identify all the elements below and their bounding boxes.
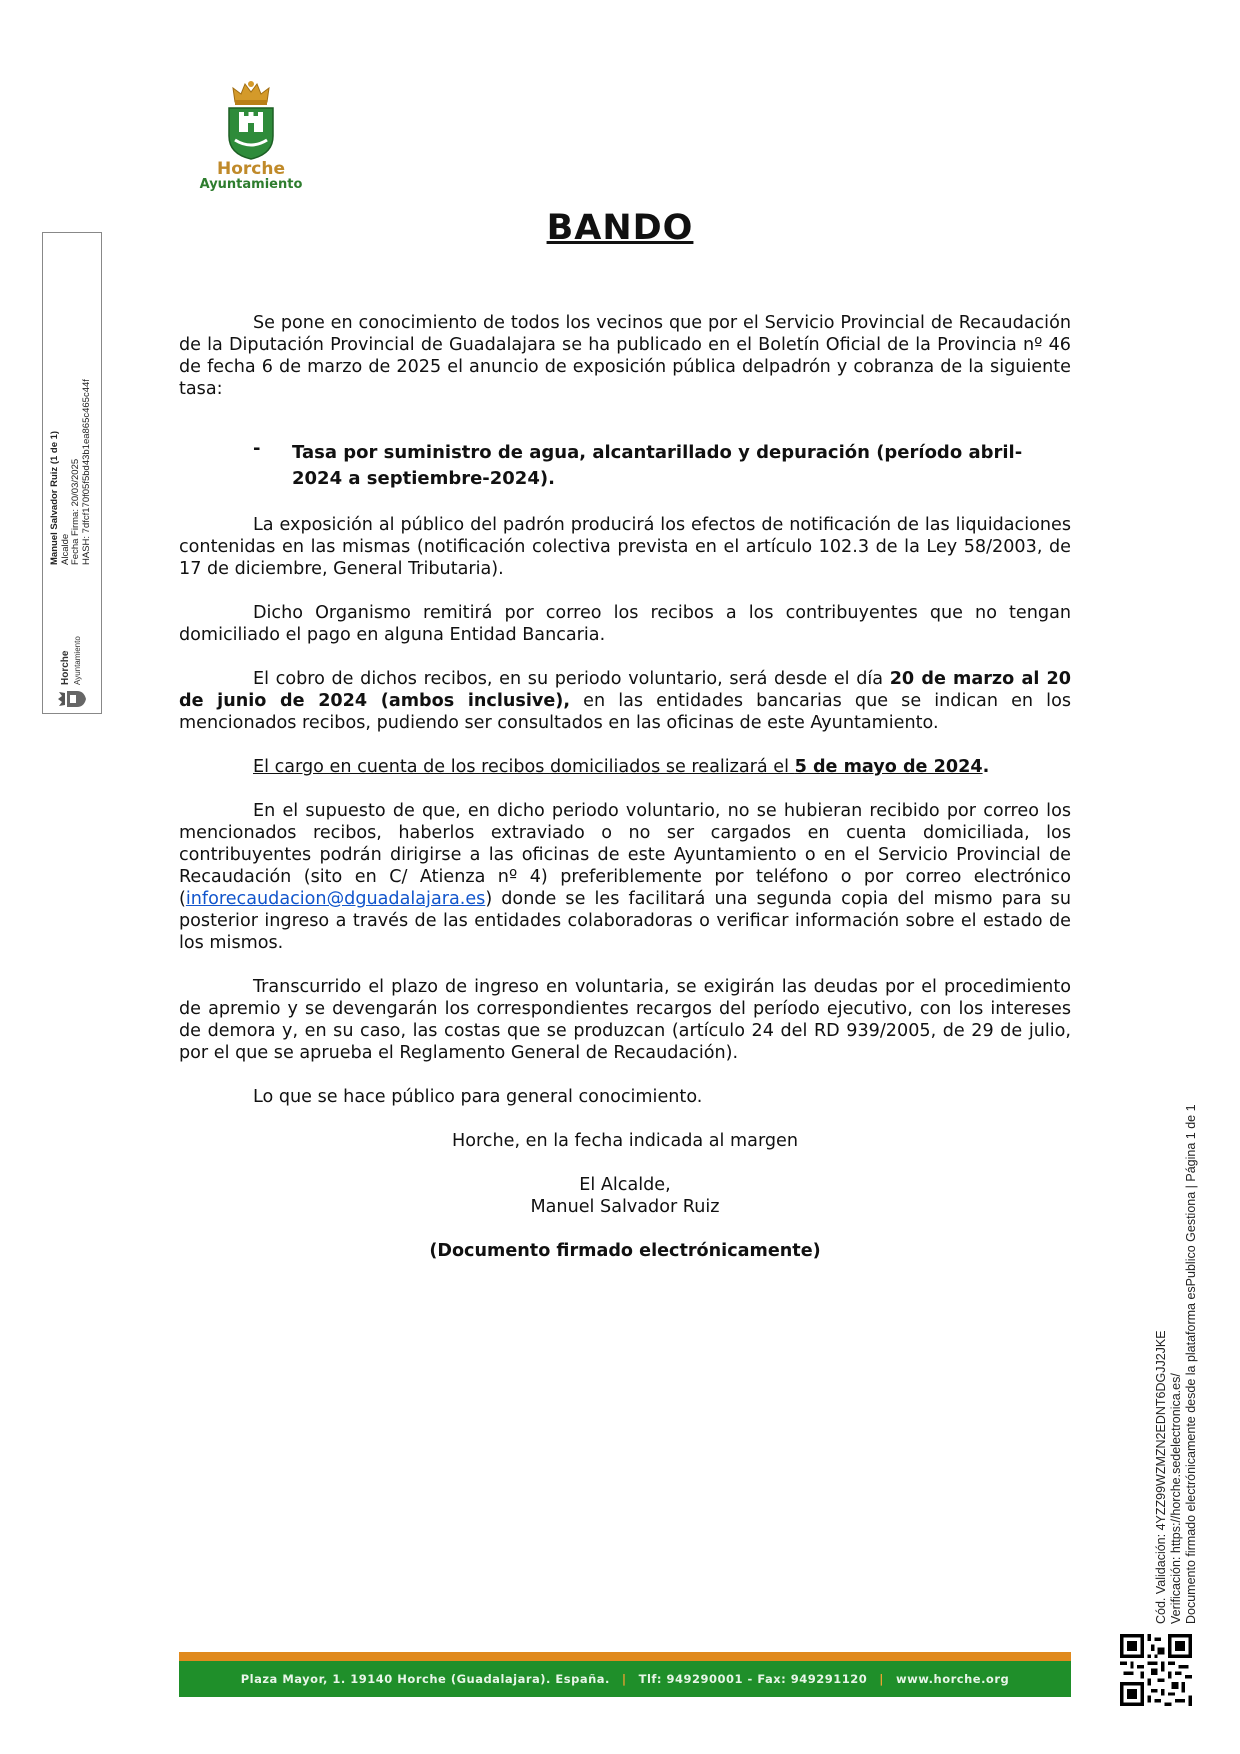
logo-subtitle: Ayuntamiento: [199, 177, 303, 192]
document-body: [179, 312, 1071, 1262]
supuesto-text-pre: En el supuesto de que, en dicho periodo voluntario, no se hubieran recibido por correo los mencionados recibos, haberlos extraviado o no ser cargados en cuenta domiciliada, los contribuyentes podrán dirigirse a las oficinas de este Ayuntamiento o en el Servicio Provincial de Recaudación (sito en C/ Atienza nº 4) preferiblemente por teléfono o por correo electrónico (: [179, 801, 1071, 909]
place-line: Horche, en la fecha indicada al margen: [451, 1131, 799, 1151]
signature-date: Fecha Firma: 20/03/2025: [70, 458, 81, 565]
organismo-paragraph: Dicho Organismo remitirá por correo los recibos a los contribuyentes que no tengan domiciliado el pago en alguna Entidad Bancaria.: [179, 603, 1071, 645]
electronic-signature-note: (Documento firmado electrónicamente): [429, 1241, 821, 1261]
footer-accent-bar: [179, 1652, 1071, 1661]
small-coat-of-arms-icon: [57, 689, 87, 709]
footer-phone: Tlf: 949290001 - Fax: 949291120: [638, 1672, 868, 1686]
signer-name: Manuel Salvador Ruiz (1 de 1): [49, 430, 60, 565]
tax-bullet: [179, 440, 1071, 492]
logo-name: Horche: [217, 159, 285, 179]
page-title: BANDO: [546, 208, 694, 248]
footer-separator: |: [879, 1672, 884, 1686]
horche-logo: [196, 78, 306, 192]
transcurrido-paragraph: Transcurrido el plazo de ingreso en voluntaria, se exigirán las deudas por el procedimiento de apremio y se devengarán los correspondientes recargos del período ejecutivo, con los intereses de demora y, en su caso, las costas que se produzcan (artículo 24 del RD 939/2005, de 29 de julio, por el que se aprueba el Reglamento General de Recaudación).: [179, 977, 1071, 1063]
cargo-text-post: .: [982, 757, 990, 777]
signature-hash: HASH: 7dfcf170f05f5bd43b1ea865c465c44f: [80, 379, 92, 565]
signer-role: Alcalde: [59, 533, 71, 565]
bullet-dash: -: [253, 438, 261, 459]
exposicion-paragraph: La exposición al público del padrón producirá los efectos de notificación de las liquidaciones contenidas en las mismas (notificación colectiva prevista en el artículo 102.3 de la Ley 58/2003, de 17 de diciembre, General Tributaria).: [179, 515, 1071, 579]
validation-code: Cód. Validación: 4YZZ99WZMZN2EDNT6DGJJ2JKE: [1154, 1330, 1168, 1624]
validation-note: Documento firmado electrónicamente desde la plataforma esPublico Gestiona | Página 1 de 1: [1184, 1104, 1198, 1624]
signature-strip: [42, 232, 102, 714]
validation-strip: [1154, 1104, 1214, 1624]
supuesto-text-post: ) donde se les facilitará una segunda copia del mismo para su posterior ingreso a través de las entidades colaboradoras o verificar información sobre el estado de los mismos.: [179, 889, 1071, 953]
footer-bar: [179, 1661, 1071, 1697]
footer-address: Plaza Mayor, 1. 19140 Horche (Guadalajara). España.: [240, 1672, 610, 1686]
email-link[interactable]: inforecaudacion@dguadalajara.es: [185, 889, 486, 909]
bullet-line-1: Tasa por suministro de agua, alcantarillado y depuración (período abril-: [292, 442, 1023, 463]
footer-separator: |: [621, 1672, 627, 1686]
signature-logo-subtitle: Ayuntamiento: [73, 636, 82, 685]
publico-paragraph: Lo que se hace público para general conocimiento.: [253, 1087, 703, 1107]
cobro-text-pre: El cobro de dichos recibos, en su periodo voluntario, será desde el día: [253, 669, 890, 689]
cobro-paragraph: [179, 668, 1071, 734]
cargo-paragraph: [179, 756, 1071, 778]
validation-url[interactable]: Verificación: https://horche.sedelectronica.es/: [1169, 1373, 1183, 1624]
signer-title: El Alcalde,: [579, 1175, 671, 1195]
cobro-text-post: en las entidades bancarias que se indican en los mencionados recibos, pudiendo ser consultados en las oficinas de este Ayuntamiento.: [179, 691, 1071, 733]
signature-logo: [51, 636, 95, 709]
qr-code-icon: [1120, 1634, 1192, 1706]
supuesto-paragraph: [179, 800, 1071, 954]
coat-of-arms-icon: [223, 78, 279, 160]
cobro-dates: 20 de marzo al 20 de junio de 2024 (ambos inclusive),: [179, 669, 1072, 711]
cargo-date: 5 de mayo de 2024: [794, 757, 983, 777]
footer-website[interactable]: www.horche.org: [896, 1672, 1010, 1686]
bullet-line-2: 2024 a septiembre-2024).: [292, 468, 555, 489]
signature-logo-name: Horche: [60, 650, 71, 685]
cargo-text-pre: El cargo en cuenta de los recibos domiciliados se realizará el: [253, 757, 795, 777]
signer-full-name: Manuel Salvador Ruiz: [530, 1197, 720, 1217]
intro-paragraph: Se pone en conocimiento de todos los vecinos que por el Servicio Provincial de Recaudación de la Diputación Provincial de Guadalajara se ha publicado en el Boletín Oficial de la Provincia nº 46 de fecha 6 de marzo de 2025 el anuncio de exposición pública delpadrón y cobranza de la siguiente tasa:: [179, 313, 1071, 399]
